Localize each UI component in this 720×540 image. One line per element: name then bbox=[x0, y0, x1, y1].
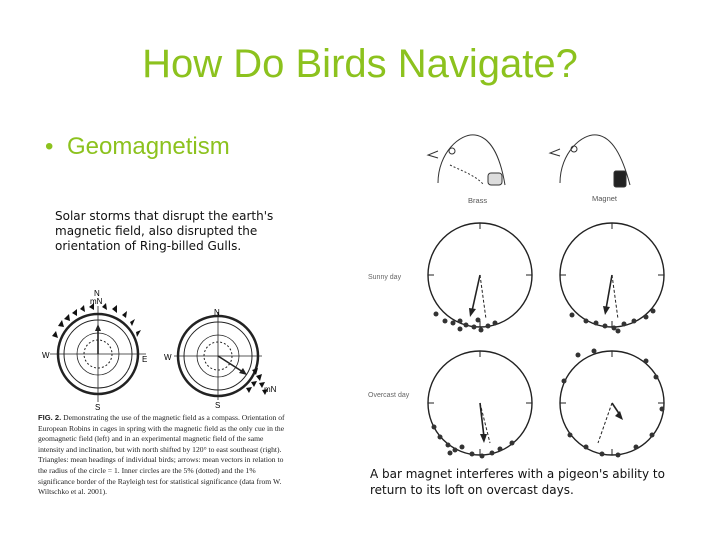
left-mn-label: mN bbox=[90, 297, 103, 306]
bullet-marker: • bbox=[45, 133, 54, 160]
overcast-day-label: Overcast day bbox=[368, 392, 410, 399]
slide-title: How Do Birds Navigate? bbox=[142, 42, 578, 86]
robin-compass-figure bbox=[40, 284, 290, 412]
bullet-text: Geomagnetism bbox=[67, 133, 230, 160]
compass-sunny-magnet bbox=[560, 223, 664, 334]
pigeon-magnet-figure bbox=[350, 125, 690, 460]
robin-figure-caption-text: Demonstrating the use of the magnetic field as a compass. Orientation of European Robins in cages in spring with the magnetic field as the only cue in the geomagnetic field (left) and in an experimental magnetic field of the same intensity and inclination, but with north shifted by 120° to east southeast (right). Triangles: mean headings of individual birds; arrows: mean vectors in relation to the radius of the circle = 1. Inner circles are the 5% (dotted) and the 1% significance border of the Rayleigh test for statistical significance (data from W. Wiltschko et al. 2001). bbox=[38, 413, 285, 497]
left-e-label: E bbox=[142, 355, 148, 364]
left-compass bbox=[42, 289, 147, 412]
right-s-label: S bbox=[215, 401, 221, 410]
robin-figure-caption bbox=[38, 413, 288, 498]
brass-label: Brass bbox=[468, 196, 488, 205]
sunny-day-label: Sunny day bbox=[368, 274, 402, 281]
robin-figure-caption-label: FIG. 2. bbox=[38, 413, 62, 422]
pigeon-head-brass bbox=[428, 135, 505, 185]
right-w-label: W bbox=[164, 353, 172, 362]
magnet-label: Magnet bbox=[592, 194, 618, 203]
left-s-label: S bbox=[95, 403, 101, 412]
compass-sunny-brass bbox=[428, 223, 532, 333]
compass-overcast-magnet bbox=[560, 349, 665, 458]
right-n-label: N bbox=[214, 308, 220, 317]
bullet-geomagnetism bbox=[45, 133, 230, 161]
left-w-label: W bbox=[42, 351, 50, 360]
gull-caption: Solar storms that disrupt the earth's magnetic field, also disrupted the orientation of Ring-billed Gulls. bbox=[55, 209, 274, 253]
compass-overcast-brass bbox=[428, 351, 532, 459]
left-n-label: N bbox=[94, 289, 100, 298]
right-mn-label: mN bbox=[264, 385, 277, 394]
pigeon-caption: A bar magnet interferes with a pigeon's ability to return to its loft on overcast days. bbox=[370, 467, 665, 497]
pigeon-head-magnet bbox=[550, 135, 630, 187]
right-compass bbox=[164, 308, 277, 410]
